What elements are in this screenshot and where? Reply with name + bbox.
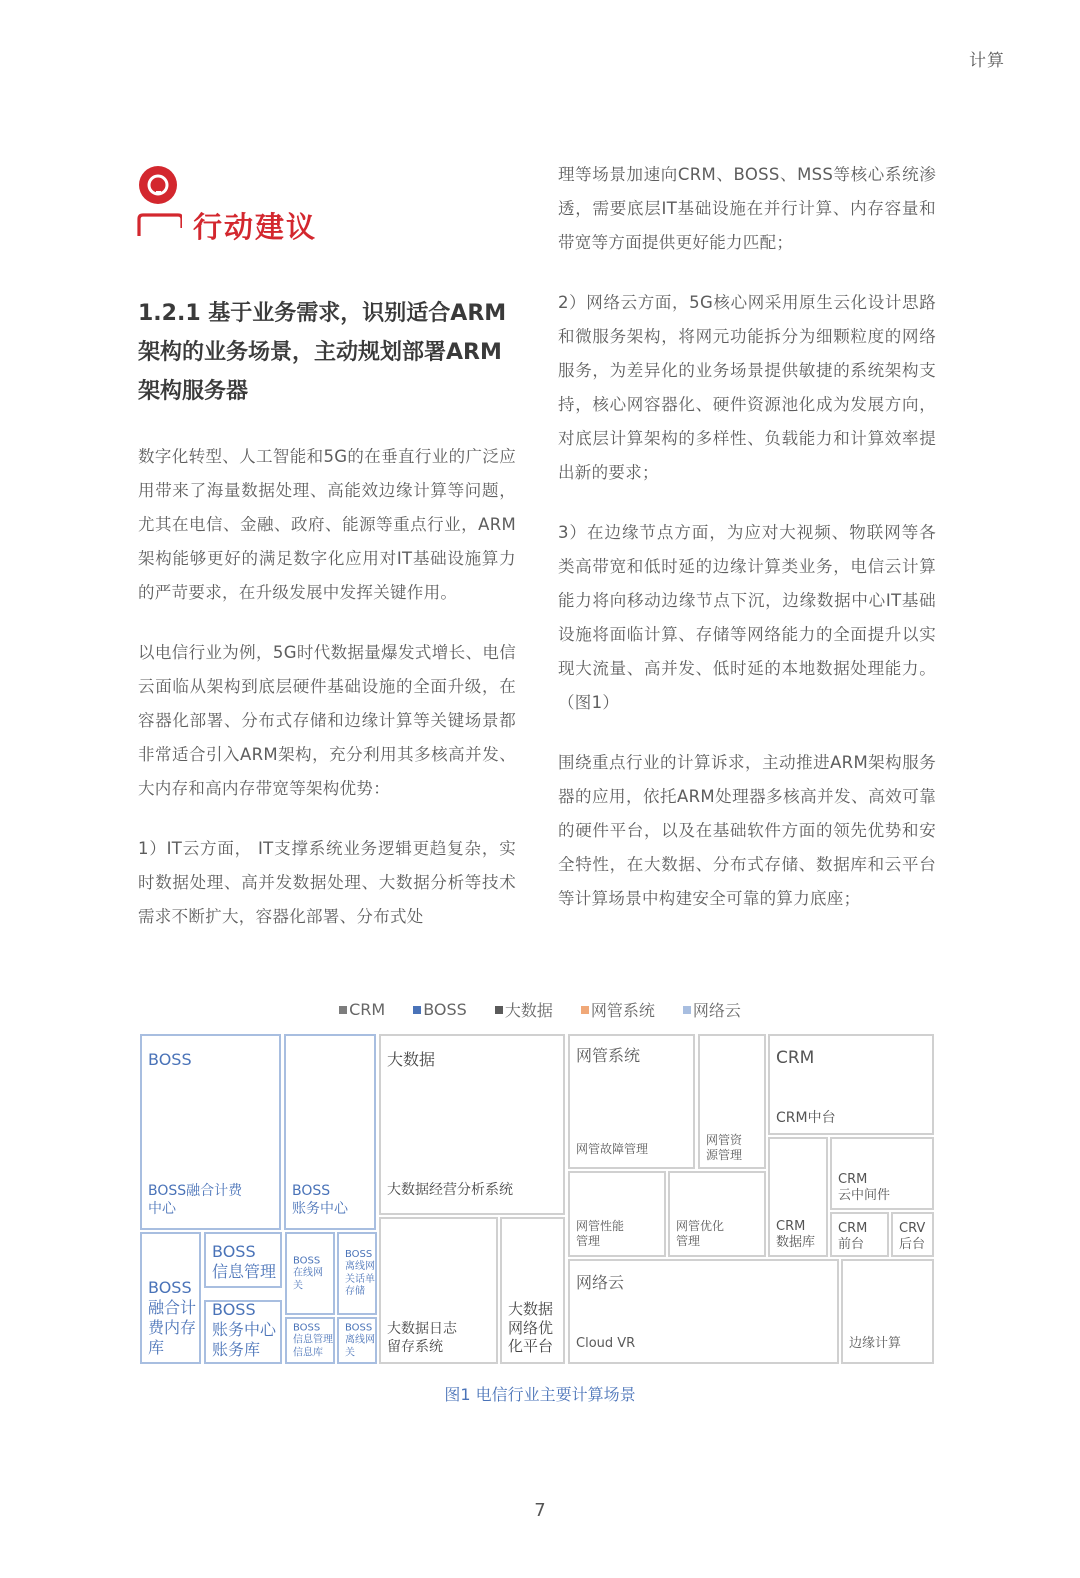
- treemap-tile: [500, 1217, 565, 1364]
- treemap-tile: [337, 1317, 377, 1364]
- running-header: 计算: [969, 51, 1005, 71]
- figure-legend: [0, 998, 1080, 1021]
- treemap-tile-label: 边缘计算: [849, 1335, 902, 1351]
- legend-item-crm: [339, 998, 385, 1021]
- section-logo-icon: [137, 166, 182, 238]
- treemap-tile: [379, 1217, 498, 1364]
- legend-label: 大数据: [504, 1001, 553, 1020]
- treemap-tile: [204, 1300, 282, 1364]
- treemap-tile: [568, 1259, 839, 1364]
- treemap-tile-label: 网管性能 管理: [576, 1219, 625, 1248]
- treemap-tile: [830, 1212, 889, 1257]
- treemap-tile: [891, 1212, 934, 1257]
- body-paragraph: 以电信行业为例，5G时代数据量爆发式增长、电信云面临从架构到底层硬件基础设施的全面升级，在容器化部署、分布式存储和边缘计算等关键场景都非常适合引入ARM架构，充分利用其多核高并发、大内存和高内存带宽等架构优势：: [138, 643, 516, 798]
- treemap-tile: [140, 1232, 201, 1364]
- legend-swatch: [581, 1006, 589, 1014]
- right-column: [558, 158, 936, 916]
- legend-swatch: [413, 1006, 421, 1014]
- treemap-tile-label: BOSS 在线网 关: [293, 1254, 323, 1291]
- figure-caption: 图1 电信行业主要计算场景: [444, 1385, 636, 1404]
- treemap-tile-label: BOSS 账务中心 账务库: [212, 1300, 277, 1359]
- body-paragraph: 1）IT云方面， IT支撑系统业务逻辑更趋复杂，实时数据处理、高并发数据处理、大数据分析等技术需求不断扩大，容器化部署、分布式处: [138, 839, 516, 926]
- treemap-tile: [285, 1232, 335, 1315]
- treemap-tile-label: 大数据经营分析系统: [387, 1181, 513, 1198]
- treemap-tile: [140, 1034, 281, 1230]
- body-paragraph: 理等场景加速向CRM、BOSS、MSS等核心系统渗透，需要底层IT基础设施在并行计算、内存容量和带宽等方面提供更好能力匹配；: [558, 165, 936, 252]
- treemap-tile: [768, 1137, 828, 1257]
- treemap-tile: [568, 1171, 666, 1257]
- treemap-tile-label: 网管资 源管理: [706, 1133, 743, 1162]
- treemap-tile-label: BOSS 离线网 关: [345, 1321, 375, 1358]
- treemap-tile: [668, 1171, 766, 1257]
- legend-label: CRM: [349, 1000, 386, 1019]
- legend-swatch: [339, 1006, 347, 1014]
- subsection-heading: 1.2.1 基于业务需求，识别适合ARM架构的业务场景，主动规划部署ARM架构服务器: [138, 301, 507, 404]
- treemap-tile-label: CRM 云中间件: [838, 1171, 891, 1203]
- treemap-tile-label: Cloud VR: [576, 1335, 636, 1351]
- left-column: [138, 294, 516, 934]
- treemap-tile-label: BOSS 离线网 关话单 存储: [345, 1248, 375, 1297]
- treemap-tile-label: CRM 前台: [838, 1220, 868, 1252]
- treemap-tile: [830, 1137, 934, 1210]
- treemap-tile: [568, 1034, 695, 1169]
- treemap-figure: [140, 1034, 934, 1364]
- treemap-tile-label: BOSS 信息管理: [212, 1242, 277, 1281]
- treemap-tile: [768, 1034, 934, 1135]
- body-paragraph: 2）网络云方面，5G核心网采用原生云化设计思路和微服务架构，将网元功能拆分为细颗粒度的网络服务，为差异化的业务场景提供敏捷的系统架构支持，核心网容器化、硬件资源池化成为发展方向，对底层计算架构的多样性、负载能力和计算效率提出新的要求；: [558, 293, 936, 482]
- legend-item-nms: [581, 998, 655, 1021]
- treemap-tile-label: 大数据 网络优 化平台: [508, 1299, 554, 1356]
- treemap-tile: [284, 1034, 376, 1230]
- treemap-tile: [337, 1232, 377, 1315]
- treemap-tile-label: BOSS 融合计 费内存 库: [148, 1278, 197, 1357]
- treemap-tile-label: CRM: [776, 1048, 815, 1068]
- legend-label: 网络云: [692, 1001, 741, 1020]
- treemap-tile-label: CRM 数据库: [776, 1218, 816, 1250]
- treemap-tile-label: 网管优化 管理: [676, 1219, 725, 1248]
- treemap-tile-label: BOSS融合计费 中心: [148, 1183, 243, 1217]
- treemap-tile-label: 网管故障管理: [576, 1142, 649, 1156]
- legend-item-bigdata: [495, 998, 553, 1021]
- treemap-tile-label: 大数据日志 留存系统: [387, 1321, 457, 1355]
- body-paragraph: 围绕重点行业的计算诉求，主动推进ARM架构服务器的应用，依托ARM处理器多核高并发、高效可靠的硬件平台，以及在基础软件方面的领先优势和安全特性，在大数据、分布式存储、数据库和云平台等计算场景中构建安全可靠的算力底座；: [558, 753, 936, 908]
- treemap-tile-label: 网络云: [576, 1273, 625, 1292]
- legend-item-boss: [413, 998, 467, 1021]
- treemap-tile-label: BOSS 信息管理 信息库: [293, 1321, 333, 1358]
- treemap-tile-label: CRV 后台: [899, 1220, 926, 1252]
- section-title: 行动建议: [193, 210, 318, 244]
- treemap-tile-label: CRM中台: [776, 1109, 836, 1126]
- legend-swatch: [683, 1006, 691, 1014]
- legend-label: BOSS: [423, 1000, 467, 1019]
- treemap-tile: [841, 1259, 934, 1364]
- treemap-tile: [204, 1232, 282, 1288]
- treemap-tile-label: 大数据: [387, 1050, 436, 1069]
- treemap-tile: [285, 1317, 335, 1364]
- legend-item-netcloud: [683, 998, 741, 1021]
- treemap-tile: [379, 1034, 565, 1215]
- legend-label: 网管系统: [590, 1001, 655, 1020]
- treemap-tile-label: BOSS: [148, 1050, 192, 1069]
- treemap-tile-label: BOSS 账务中心: [292, 1183, 348, 1217]
- treemap-tile: [698, 1034, 766, 1169]
- body-paragraph: 数字化转型、人工智能和5G的在垂直行业的广泛应用带来了海量数据处理、高能效边缘计算等问题，尤其在电信、金融、政府、能源等重点行业，ARM架构能够更好的满足数字化应用对IT基础设施算力的严苛要求，在升级发展中发挥关键作用。: [138, 447, 516, 602]
- body-paragraph: 3）在边缘节点方面，为应对大视频、物联网等各类高带宽和低时延的边缘计算类业务，电信云计算能力将向移动边缘节点下沉，边缘数据中心IT基础设施将面临计算、存储等网络能力的全面提升以实现大流量、高并发、低时延的本地数据处理能力。（图1）: [558, 523, 936, 712]
- legend-swatch: [495, 1006, 503, 1014]
- treemap-tile-label: 网管系统: [576, 1046, 641, 1065]
- page-number: 7: [534, 1500, 546, 1521]
